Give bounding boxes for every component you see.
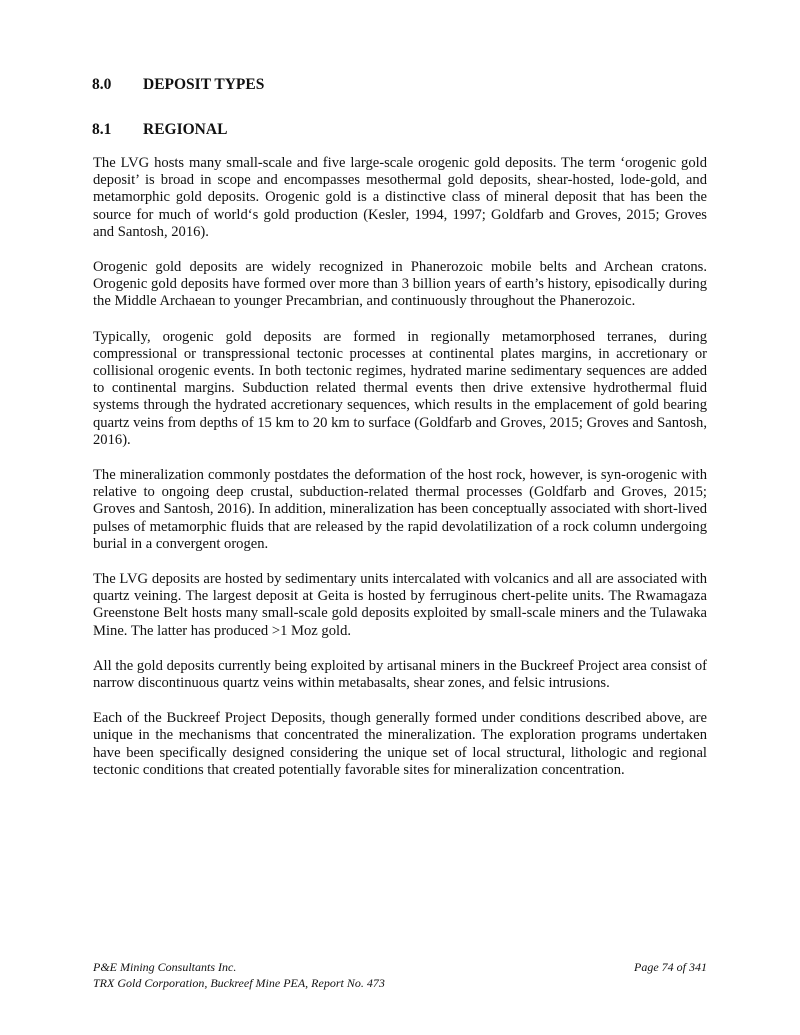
section-heading xyxy=(92,76,264,94)
paragraph: All the gold deposits currently being exploited by artisanal miners in the Buckreef Project area consist of narrow discontinuous quartz veins within metabasalts, shear zones, and felsic intrusions. xyxy=(93,657,707,692)
subsection-title: REGIONAL xyxy=(143,121,228,138)
paragraph: Each of the Buckreef Project Deposits, though generally formed under conditions described above, are unique in the mechanisms that concentrated the mineralization. The exploration programs undertaken have been specifically designed considering the unique set of local structural, lithologic and regional tectonic conditions that created potentially favorable sites for mineralization concentration. xyxy=(93,710,707,778)
footer-line-1 xyxy=(93,959,707,975)
subsection-heading xyxy=(92,121,227,139)
body-text xyxy=(93,155,707,797)
paragraph: Typically, orogenic gold deposits are formed in regionally metamorphosed terranes, during compressional or transpressional tectonic processes at continental plates margins, in accretionary or collisional orogenic events. In both tectonic regimes, hydrated marine sedimentary sequences are added to continental margins. Subduction related thermal events then drive extensive hydrothermal fluid systems through the hydrated accretionary sequences, which results in the emplacement of gold bearing quartz veins from depths of 15 km to 20 km to surface (Goldfarb and Groves, 2015; Groves and Santosh, 2016). xyxy=(93,328,707,448)
footer-report: TRX Gold Corporation, Buckreef Mine PEA, Report No. 473 xyxy=(93,976,385,990)
footer-page-number: Page 74 of 341 xyxy=(634,960,707,974)
section-number: 8.0 xyxy=(92,76,112,93)
paragraph: Orogenic gold deposits are widely recognized in Phanerozoic mobile belts and Archean cratons. Orogenic gold deposits have formed over more than 3 billion years of earth’s history, episodically during the Middle Archaean to younger Precambrian, and continuously throughout the Phanerozoic. xyxy=(93,259,707,310)
paragraph: The LVG hosts many small-scale and five large-scale orogenic gold deposits. The term ‘orogenic gold deposit’ is broad in scope and encompasses mesothermal gold deposits, shear-hosted, lode-gold, and metamorphic gold deposits. Orogenic gold is a distinctive class of mineral deposit that has been the source for much of world‘s gold production (Kesler, 1994, 1997; Goldfarb and Groves, 2015; Groves and Santosh, 2016). xyxy=(93,155,707,240)
subsection-number: 8.1 xyxy=(92,121,112,138)
section-title: DEPOSIT TYPES xyxy=(143,76,265,93)
footer-company: P&E Mining Consultants Inc. xyxy=(93,960,237,974)
paragraph: The mineralization commonly postdates the deformation of the host rock, however, is syn-orogenic with relative to ongoing deep crustal, subduction-related thermal processes (Goldfarb and Groves, 2015; Groves and Santosh, 2016). In addition, mineralization has been conceptually associated with short-lived pulses of metamorphic fluids that are released by the rapid devolatilization of a rock column undergoing burial in a convergent orogen. xyxy=(93,467,707,552)
paragraph: The LVG deposits are hosted by sedimentary units intercalated with volcanics and all are associated with quartz veining. The largest deposit at Geita is hosted by ferruginous chert-pelite units. The Rwamagaza Greenstone Belt hosts many small-scale gold deposits exploited by small-scale miners and the Tulawaka Mine. The latter has produced >1 Moz gold. xyxy=(93,571,707,639)
footer-line-2 xyxy=(93,975,707,991)
